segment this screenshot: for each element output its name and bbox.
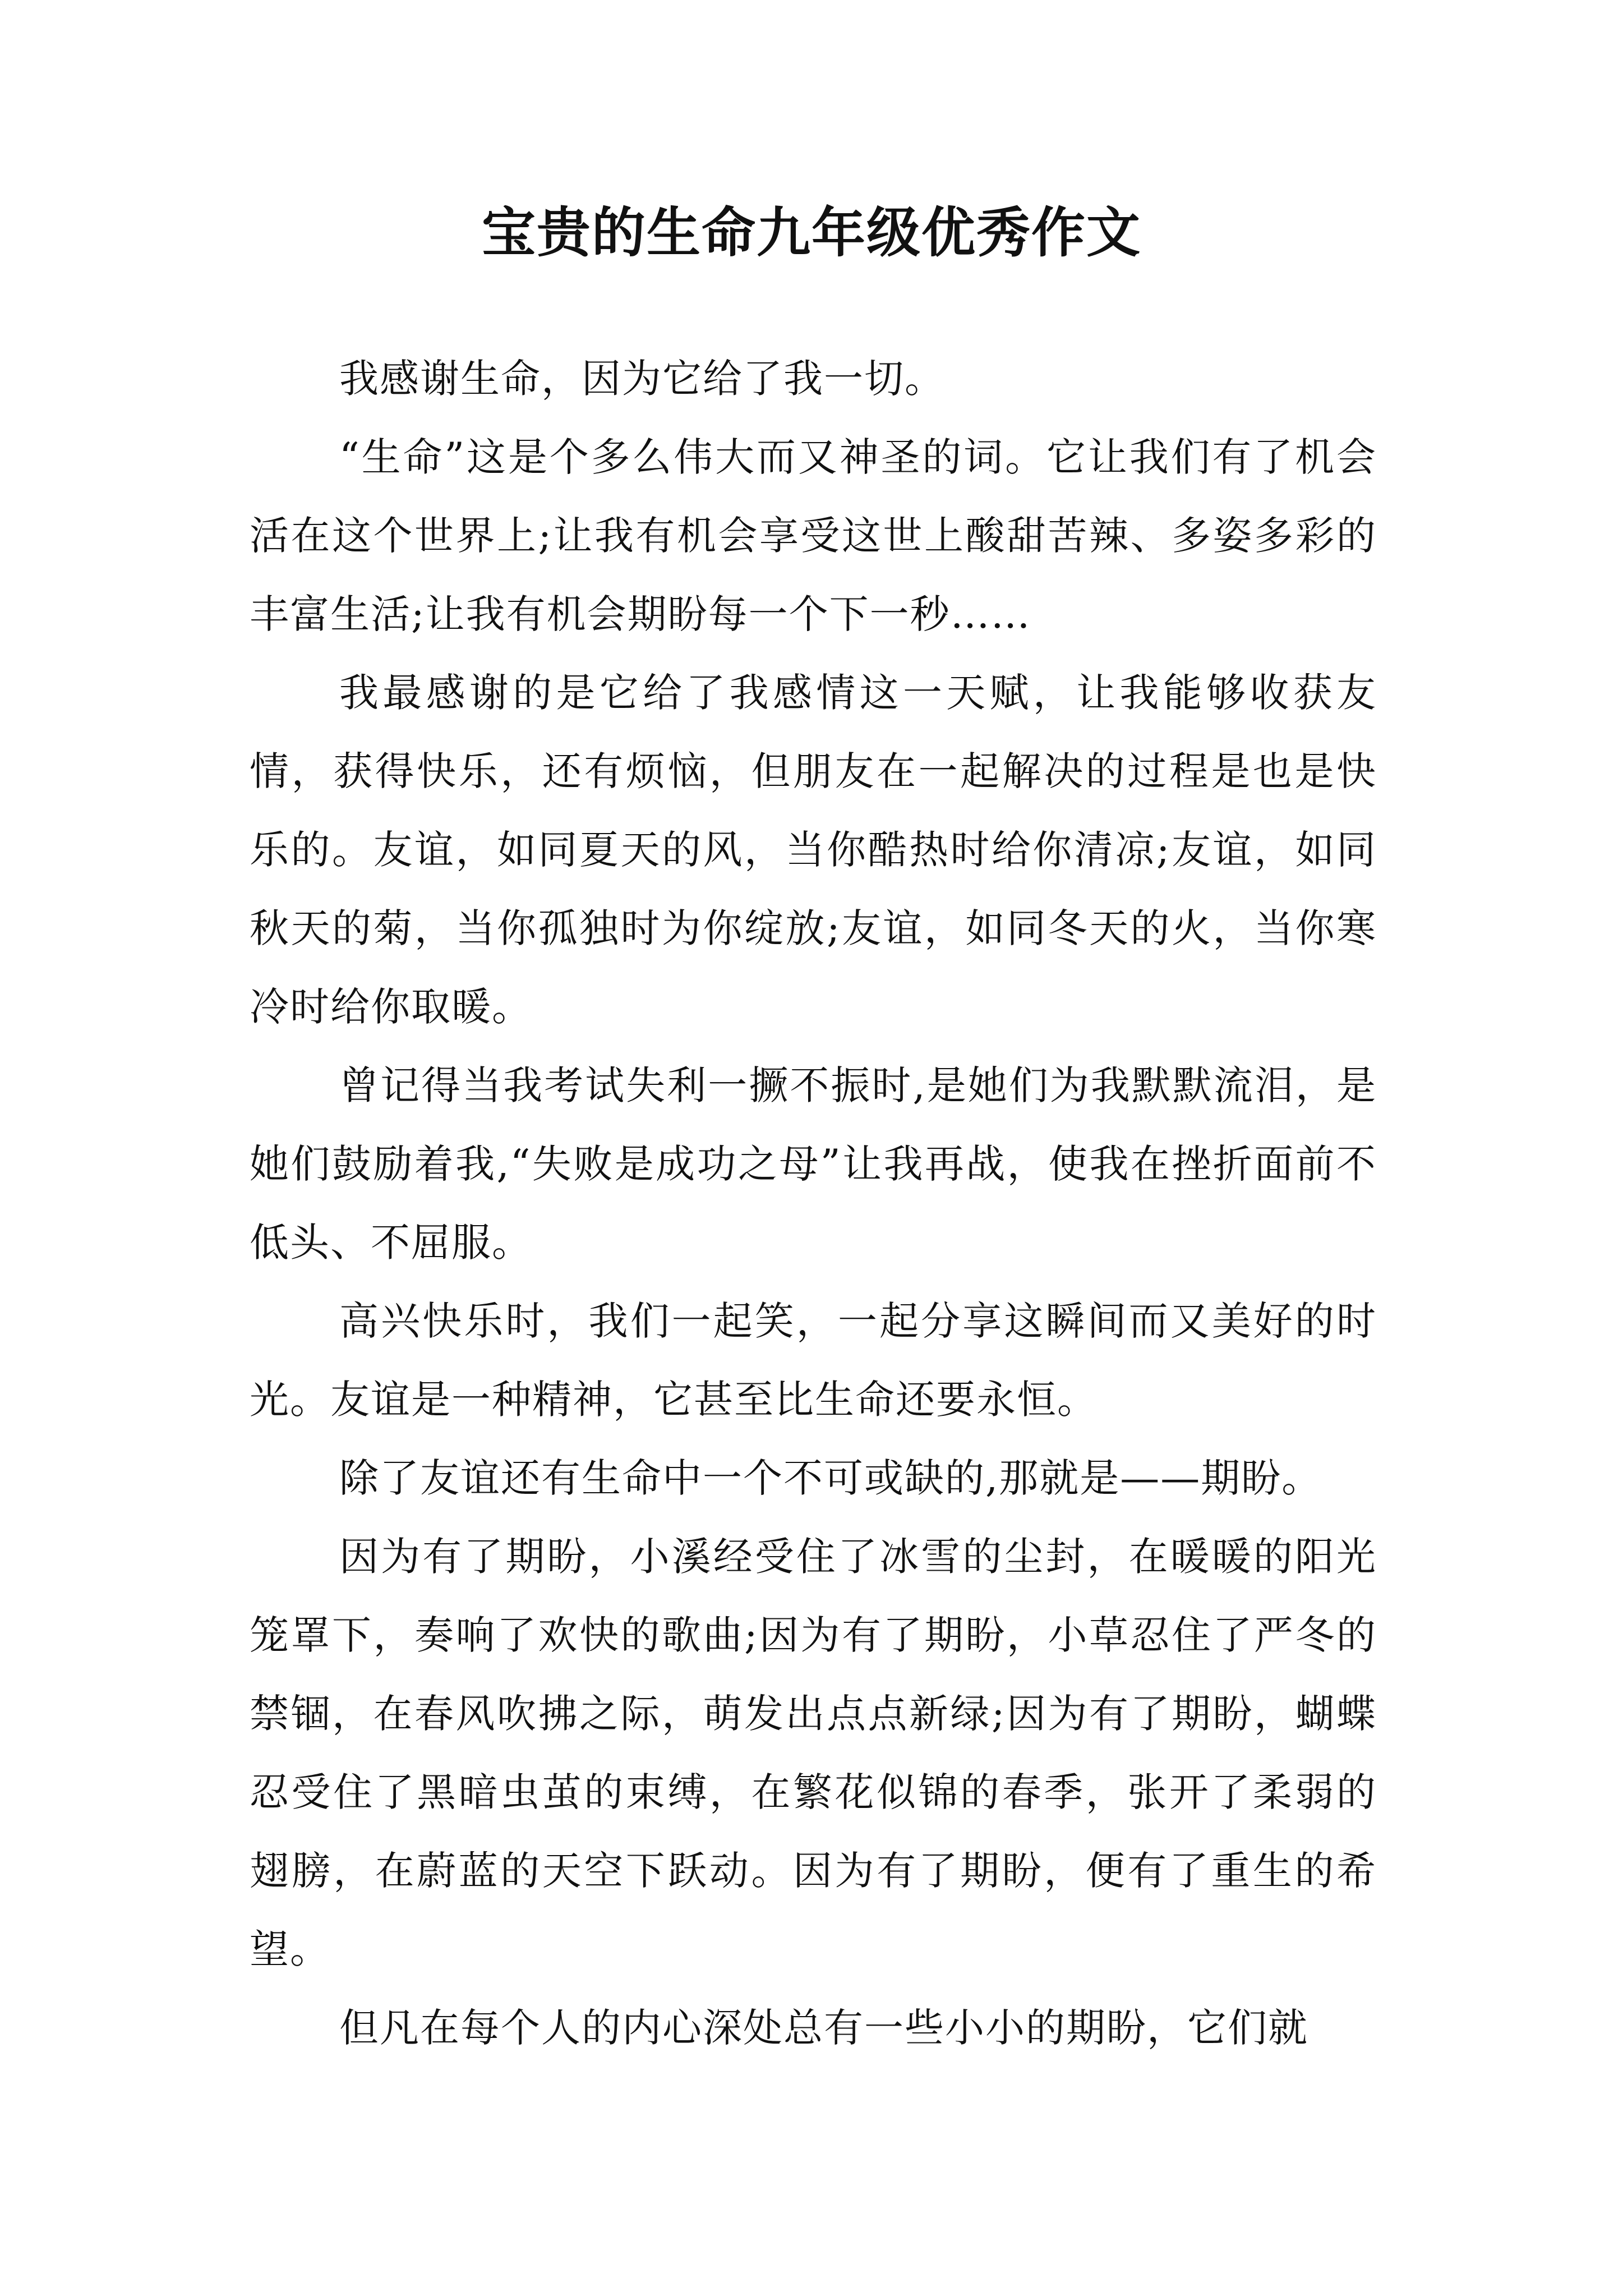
paragraph-7: 因为有了期盼，小溪经受住了冰雪的尘封，在暖暖的阳光笼罩下，奏响了欢快的歌曲;因为有了期盼，小草忍住了严冬的禁锢，在春风吹拂之际，萌发出点点新绿;因为有了期盼，蝴蝶忍受住了黑暗虫茧的束缚，在繁花似锦的春季，张开了柔弱的翅膀，在蔚蓝的天空下跃动。因为有了期盼，便有了重生的希望。	[250, 1534, 1377, 1972]
paragraph-8: 但凡在每个人的内心深处总有一些小小的期盼，它们就	[339, 2005, 1308, 2051]
paragraph-5: 高兴快乐时，我们一起笑，一起分享这瞬间而又美好的时光。友谊是一种精神，它甚至比生命还要永恒。	[250, 1298, 1377, 1423]
paragraph-2: “生命”这是个多么伟大而又神圣的词。它让我们有了机会活在这个世界上;让我有机会享受这世上酸甜苦辣、多姿多彩的丰富生活;让我有机会期盼每一个下一秒……	[250, 434, 1377, 637]
paragraph-3: 我最感谢的是它给了我感情这一天赋，让我能够收获友情，获得快乐，还有烦恼，但朋友在一起解决的过程是也是快乐的。友谊，如同夏天的风，当你酷热时给你清凉;友谊，如同秋天的菊，当你孤独时为你绽放;友谊，如同冬天的火，当你寒冷时给你取暖。	[250, 670, 1377, 1030]
paragraph-4: 曾记得当我考试失利一撅不振时,是她们为我默默流泪，是她们鼓励着我,“失败是成功之母”让我再战，使我在挫折面前不低头、不屈服。	[250, 1062, 1377, 1266]
paragraph-1: 我感谢生命，因为它给了我一切。	[339, 356, 945, 402]
paragraph-6: 除了友谊还有生命中一个不可或缺的,那就是——期盼。	[339, 1455, 1322, 1501]
essay-title: 宝贵的生命九年级优秀作文	[482, 201, 1141, 264]
essay-body	[250, 339, 1377, 2067]
